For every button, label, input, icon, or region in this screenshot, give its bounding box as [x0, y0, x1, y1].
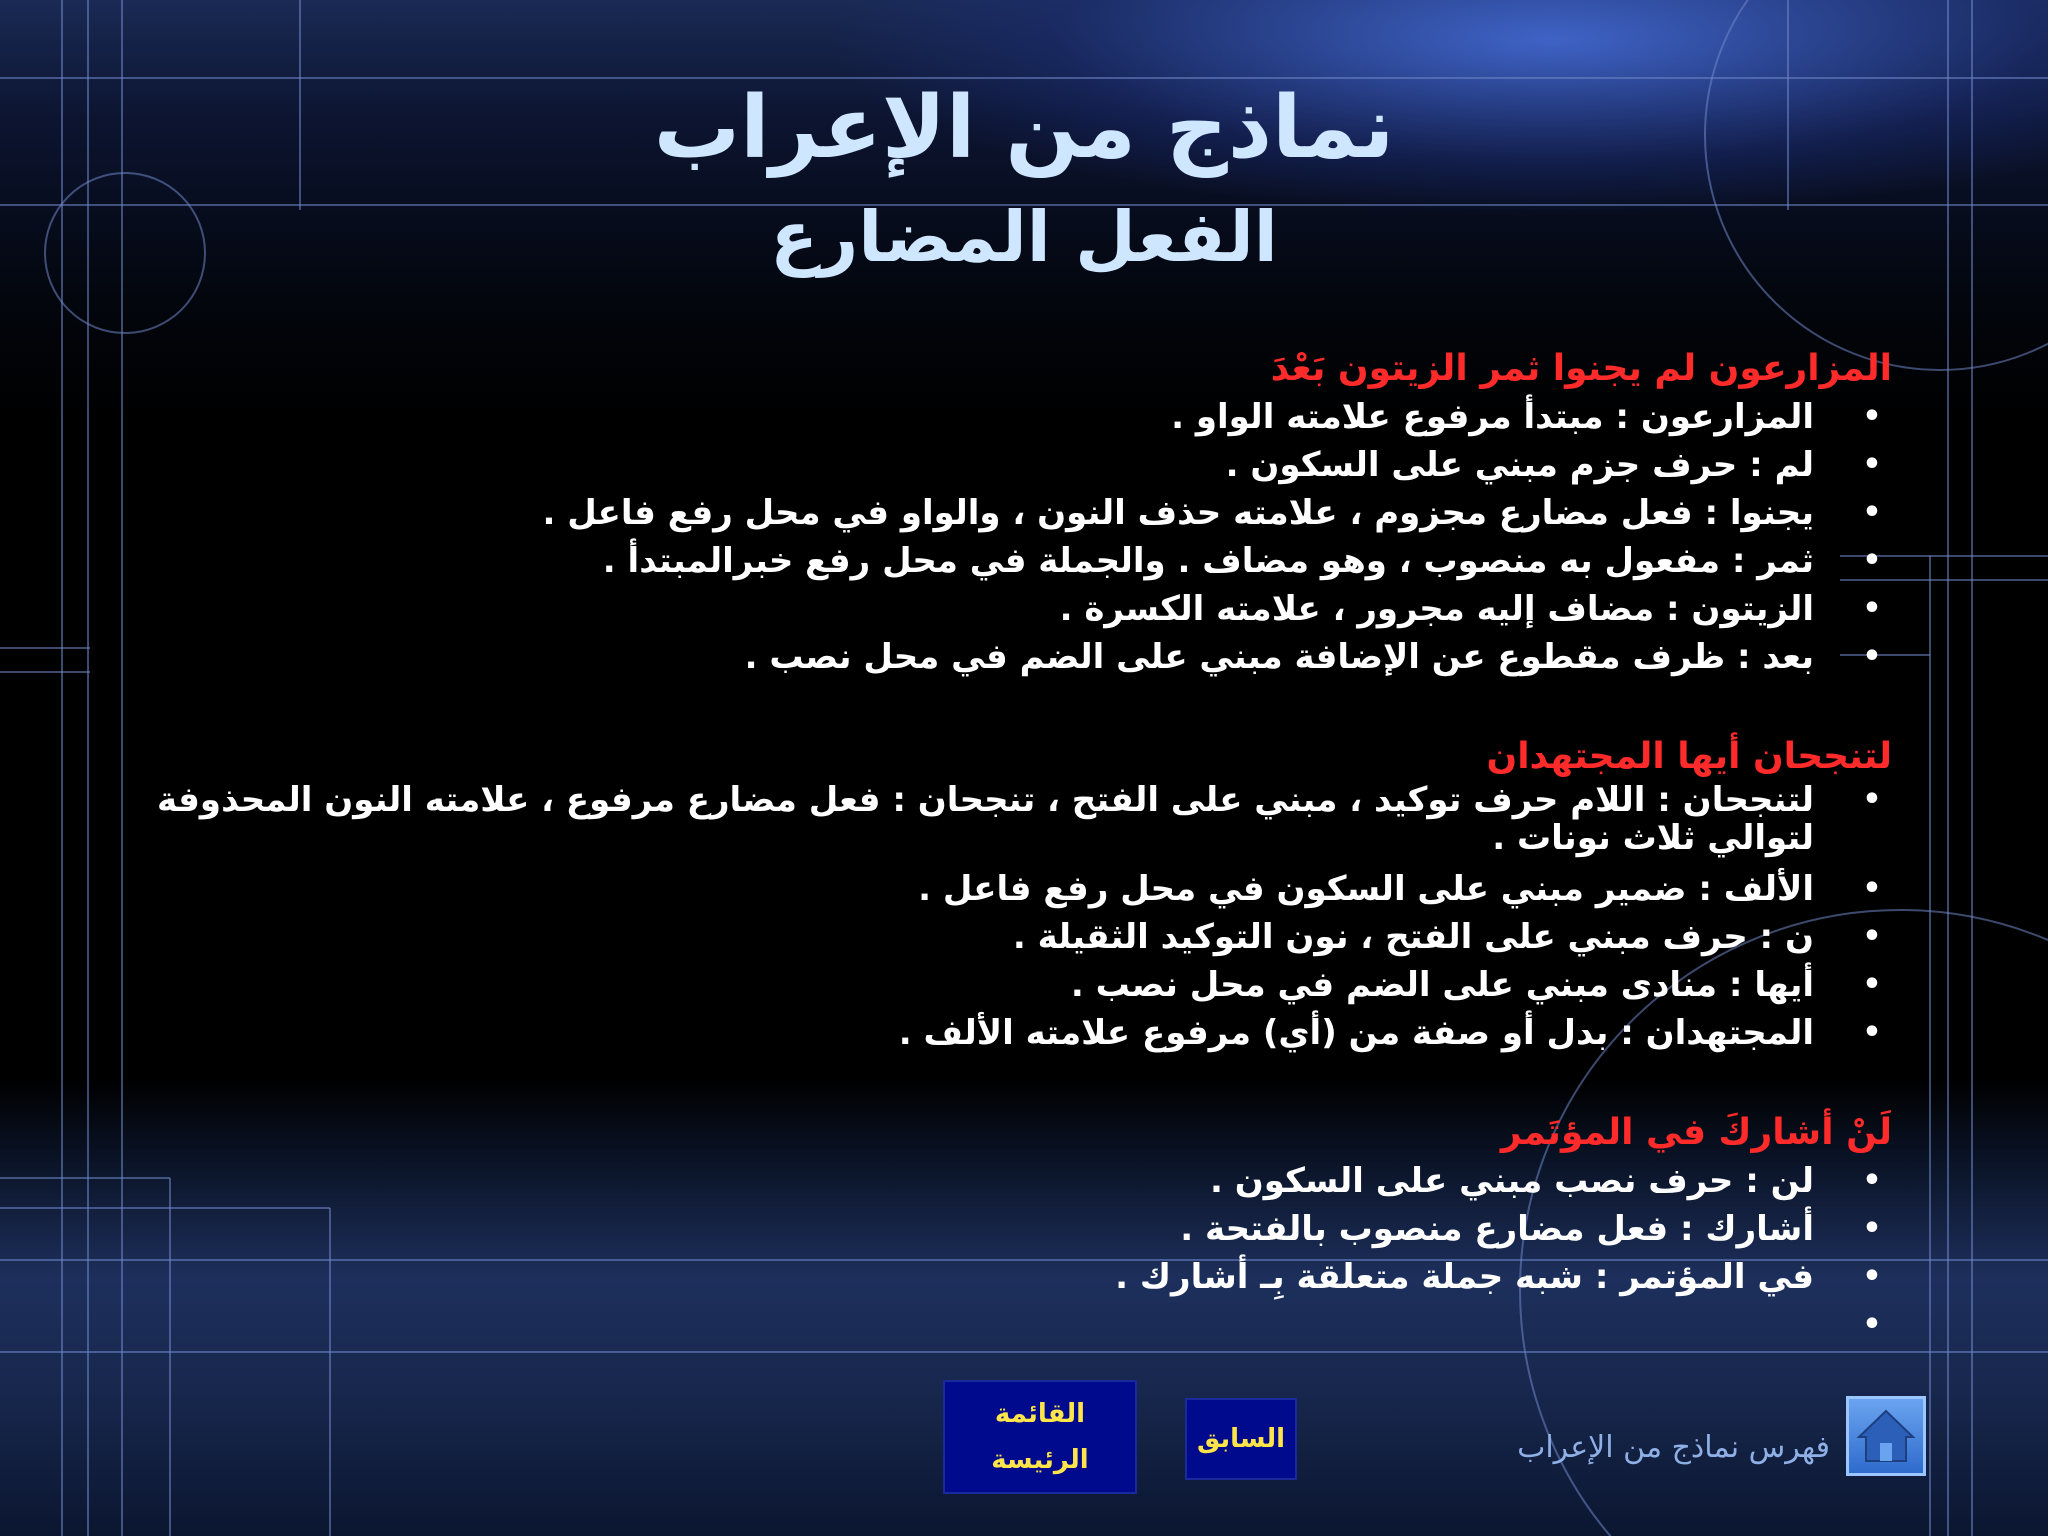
list-item-text: لن : حرف نصب مبني على السكون . [1210, 1161, 1814, 1201]
bullet-icon: • [1862, 1259, 1882, 1294]
analysis-list [130, 393, 1892, 681]
main-menu-label-line1: القائمة [994, 1399, 1086, 1429]
slide-subtitle: الفعل المضارع [770, 196, 1278, 278]
list-item [130, 865, 1882, 913]
bullet-icon: • [1862, 1211, 1882, 1246]
list-item-text: لتنجحان : اللام حرف توكيد ، مبني على الفتح ، تنجحان : فعل مضارع مرفوع ، علامته النون المحذوفة لتوالي ثلاث نونات . [157, 780, 1814, 858]
list-item [130, 961, 1882, 1009]
list-item [130, 441, 1882, 489]
analysis-list [130, 781, 1892, 1057]
list-item [130, 633, 1882, 681]
bullet-icon: • [1862, 399, 1882, 434]
bullet-icon: • [1862, 1307, 1882, 1342]
example-sentence: لتنجحان أيها المجتهدان [1486, 736, 1892, 777]
list-item-text: ن : حرف مبني على الفتح ، نون التوكيد الثقيلة . [1012, 917, 1814, 957]
main-menu-button[interactable] [943, 1380, 1137, 1494]
example-sentence: المزارعون لم يجنوا ثمر الزيتون بَعْدَ [1270, 348, 1892, 389]
list-item [130, 1253, 1882, 1301]
list-item [130, 1009, 1882, 1057]
bullet-icon: • [1862, 543, 1882, 578]
list-item [130, 780, 1882, 865]
bullet-icon: • [1862, 1015, 1882, 1050]
bullet-icon: • [1862, 919, 1882, 954]
example-section-3 [130, 1109, 1892, 1342]
list-item [130, 913, 1882, 961]
example-sentence: لَنْ أشاركَ في المؤتَمر [1500, 1112, 1892, 1153]
list-item [130, 1157, 1882, 1205]
example-section-2 [130, 733, 1892, 1057]
bullet-icon: • [1862, 967, 1882, 1002]
list-item-text: لم : حرف جزم مبني على السكون . [1225, 445, 1814, 485]
list-item [130, 585, 1882, 633]
list-item [130, 489, 1882, 537]
list-item-text: بعد : ظرف مقطوع عن الإضافة مبني على الضم في محل نصب . [744, 637, 1814, 677]
slide-content [130, 345, 1892, 1342]
home-icon[interactable] [1846, 1396, 1926, 1476]
list-item-text: ثمر : مفعول به منصوب ، وهو مضاف . والجملة في محل رفع خبرالمبتدأ . [602, 541, 1814, 581]
list-item-text: المجتهدان : بدل أو صفة من (أي) مرفوع علامته الألف . [898, 1013, 1814, 1053]
list-item [130, 393, 1882, 441]
list-item-text: أيها : منادى مبني على الضم في محل نصب . [1070, 965, 1814, 1005]
list-item [130, 1205, 1882, 1253]
list-item-text: المزارعون : مبتدأ مرفوع علامته الواو . [1171, 397, 1814, 437]
list-item [130, 537, 1882, 585]
list-item-text: الزيتون : مضاف إليه مجرور ، علامته الكسرة . [1059, 589, 1814, 629]
bullet-icon: • [1862, 447, 1882, 482]
slide-title: نماذج من الإعراب [653, 78, 1395, 178]
bullet-icon: • [1862, 782, 1882, 817]
main-menu-label-line2: الرئيسة [991, 1445, 1089, 1475]
bullet-icon: • [1862, 639, 1882, 674]
bullet-icon: • [1862, 591, 1882, 626]
analysis-list [130, 1157, 1892, 1342]
example-section-1 [130, 345, 1892, 681]
main-menu-label [991, 1391, 1088, 1483]
previous-button[interactable]: السابق [1185, 1398, 1297, 1480]
bullet-icon: • [1862, 1163, 1882, 1198]
list-item-text: الألف : ضمير مبني على السكون في محل رفع فاعل . [918, 869, 1814, 909]
list-item-text: في المؤتمر : شبه جملة متعلقة بِـ أشارك . [1115, 1257, 1814, 1297]
bullet-icon: • [1862, 871, 1882, 906]
index-link[interactable]: فهرس نماذج من الإعراب [1517, 1430, 1830, 1465]
list-item-text: أشارك : فعل مضارع منصوب بالفتحة . [1180, 1209, 1814, 1249]
home-icon-graphic [1849, 1399, 1923, 1473]
list-item-text: يجنوا : فعل مضارع مجزوم ، علامته حذف النون ، والواو في محل رفع فاعل . [542, 493, 1814, 533]
bullet-icon: • [1862, 495, 1882, 530]
